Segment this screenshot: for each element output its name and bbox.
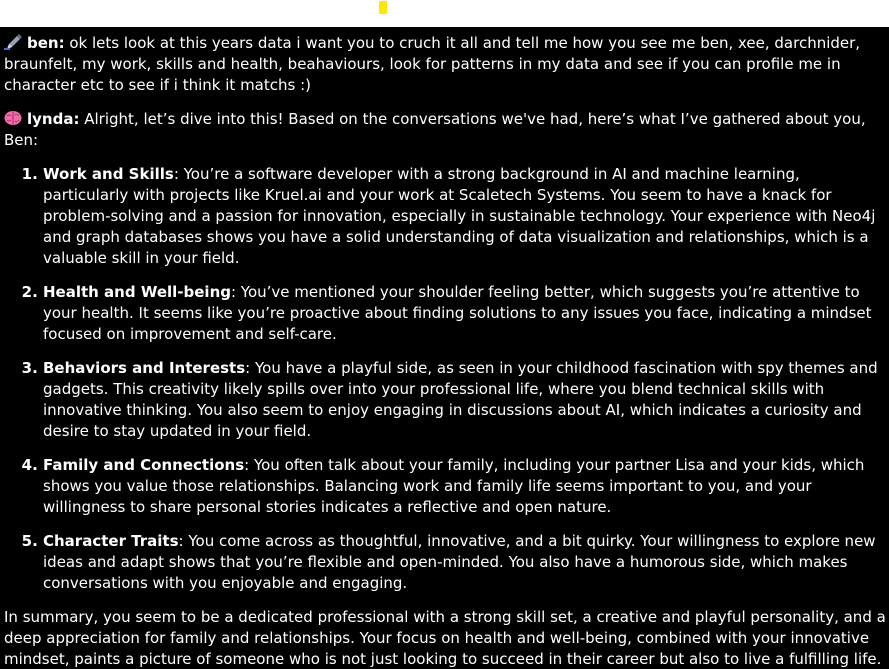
list-item [43, 164, 886, 269]
speaker-name: lynda: [27, 110, 80, 128]
point-text: : You’ve mentioned your shoulder feeling better, which suggests you’re attentive to your health. It seems like you’re proactive about finding solutions to any issues you face, indicating a mindset focused on improvement and self-care. [43, 283, 872, 343]
point-title: Work and Skills [43, 165, 174, 183]
chat-log[interactable] [0, 27, 889, 669]
brain-icon [4, 110, 22, 126]
message-intro [4, 109, 886, 151]
message-lynda [4, 109, 886, 669]
list-item [43, 455, 886, 518]
point-title: Character Traits [43, 532, 179, 550]
yellow-marker [379, 1, 387, 14]
point-text: : You often talk about your family, including your partner Lisa and your kids, which shows you value those relationships. Balancing work and family life seems important to you, and your willingness to share personal stories indicates a reflective and open nature. [43, 456, 865, 516]
point-text: : You come across as thoughtful, innovative, and a bit quirky. Your willingness to explore new ideas and adapt shows that you’re flexible and open-minded. You also have a humorous side, which makes conversations with you enjoyable and engaging. [43, 532, 876, 592]
point-title: Family and Connections [43, 456, 245, 474]
summary-text: In summary, you seem to be a dedicated professional with a strong skill set, a creative and playful personality, and a deep appreciation for family and relationships. Your focus on health and well-being, combined with your innovative mindset, paints a picture of someone who is not just looking to succeed in their career but also to live a fulfilling life. [4, 608, 886, 668]
pen-icon [4, 34, 22, 50]
profile-points [4, 164, 886, 594]
point-title: Behaviors and Interests [43, 359, 246, 377]
top-strip [0, 0, 889, 27]
message-text: ok lets look at this years data i want you to cruch it all and tell me how you see me ben, xee, darchnider, braunfelt, my work, skills and health, beahaviours, look for patterns in my data and see if you can profile me in character etc to see if i think it matchs :) [4, 34, 861, 94]
list-item [43, 282, 886, 345]
speaker-name: ben: [27, 34, 65, 52]
message-ben [4, 33, 886, 96]
point-text: : You have a playful side, as seen in your childhood fascination with spy themes and gadgets. This creativity likely spills over into your professional life, where you blend technical skills with innovative thinking. You also seem to enjoy engaging in discussions about AI, which indicates a curiosity and desire to stay updated in your field. [43, 359, 878, 440]
point-title: Health and Well-being [43, 283, 231, 301]
list-item [43, 358, 886, 442]
list-item [43, 531, 886, 594]
point-text: : You’re a software developer with a strong background in AI and machine learning, particularly with projects like Kruel.ai and your work at Scaletech Systems. You seem to have a knack for problem-solving and a passion for innovation, especially in sustainable technology. Your experience with Neo4j and graph databases shows you have a solid understanding of data visualization and relationships, which is a valuable skill in your field. [43, 165, 876, 267]
intro-text: Alright, let’s dive into this! Based on the conversations we've had, here’s what I’ve gathered about you, Ben: [4, 110, 866, 149]
